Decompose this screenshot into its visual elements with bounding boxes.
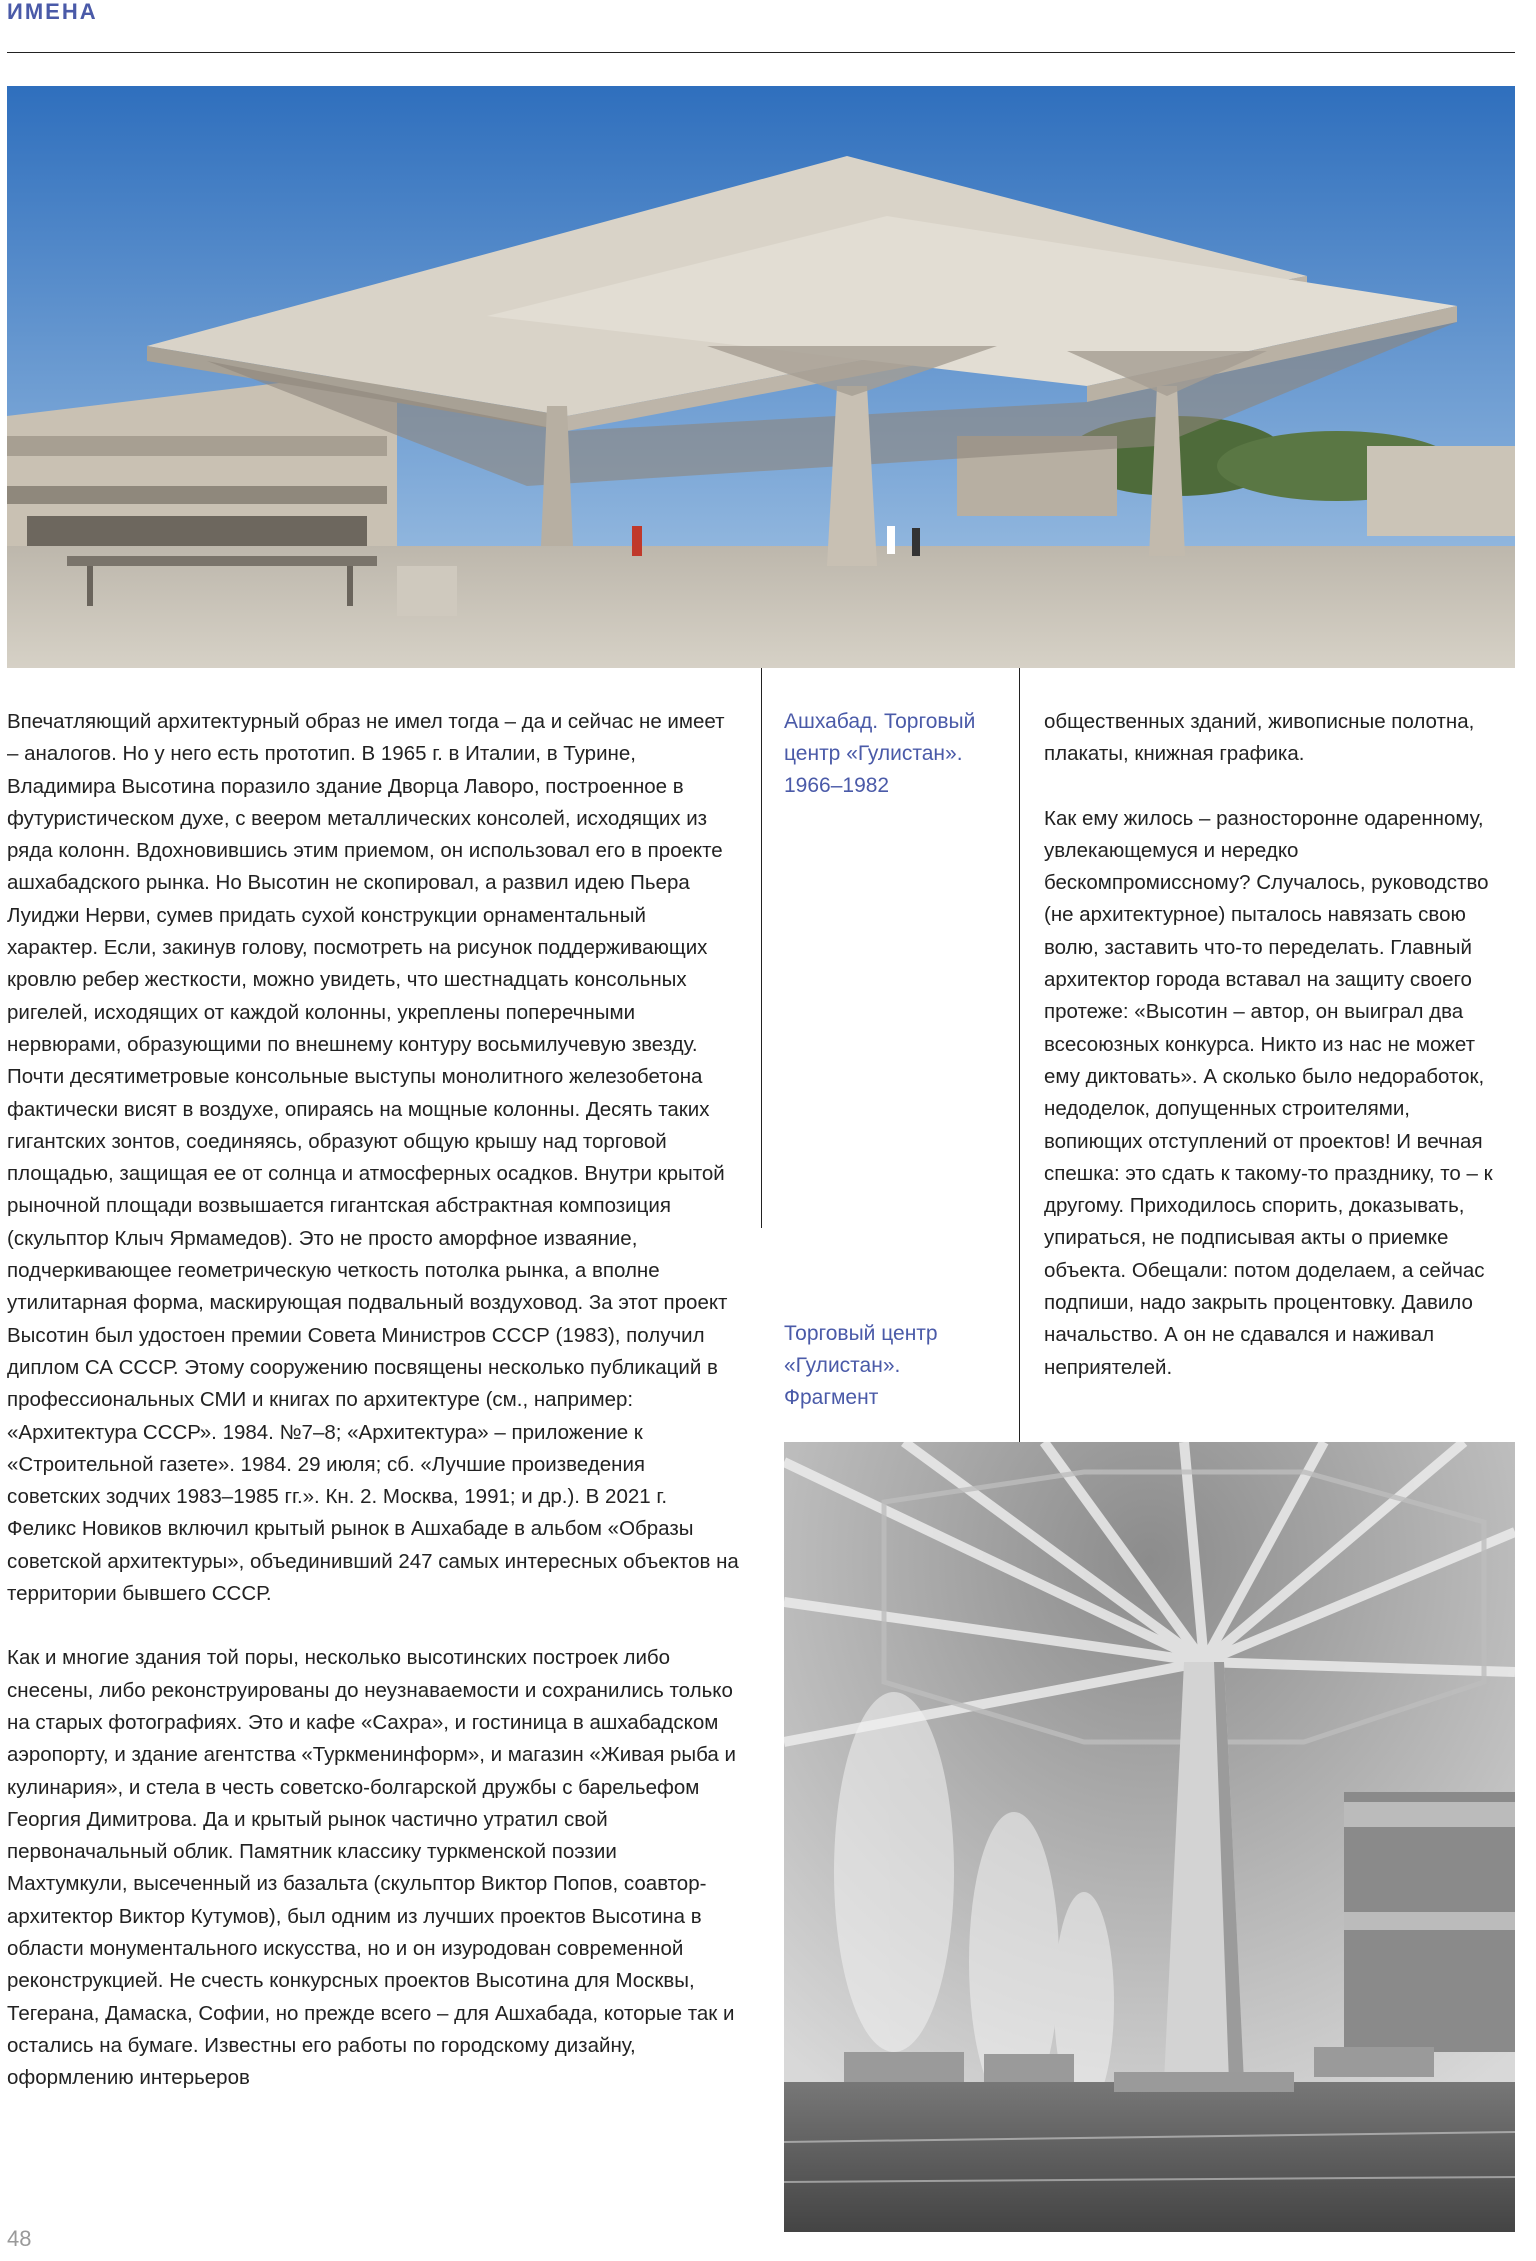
- photo-caption-bottom: Торговый центр «Гулистан». Фрагмент: [784, 1322, 938, 1409]
- column-divider-right: [1019, 668, 1020, 1442]
- article-paragraph: Впечатляющий архитектурный образ не имел тогда – да и сейчас не имеет – аналогов. Но у него есть прототип. В 1965 г. в Италии, в Турине, Владимира Высотина поразило здание Дворца Лаворо, построенное в футуристическом духе, с веером металлических консолей, исходящих из ряда колонн. Вдохновившись этим приемом, он использовал его в проекте ашхабадского рынка. Но Высотин не скопировал, а развил идею Пьера Луиджи Нерви, сумев придать сухой конструкции орнаментальный характер. Если, закинув голову, посмотреть на рисунок поддерживающих кровлю ребер жесткости, можно увидеть, что шестнадцать консольных ригелей, исходящих от каждой колонны, укреплены поперечными нервюрами, образующими по внешнему контуру восьмилучевую звезду. Почти десятиметровые консольные выступы монолитного железобетона фактически висят в воздухе, опираясь на мощные колонны. Десять таких гигантских зонтов, соединяясь, образуют общую крышу над торговой площадью, защищая ее от солнца и атмосферных осадков. Внутри крытой рыночной площади возвышается гигантская абстрактная композиция (скульптор Клыч Ярмамедов). Это не просто аморфное изваяние, подчеркивающее геометрическую четкость потолка рынка, а вполне утилитарная форма, маскирующая подвальный воздуховод. За этот проект Высотин был удостоен премии Совета Министров СССР (1983), получил диплом СА СССР. Этому сооружению посвящены несколько публикаций в профессиональных СМИ и книгах по архитектуре (см., например: «Архитектура СССР». 1984. №7–8; «Архитектура» – приложение к «Строительной газете». 1984. 29 июля; сб. «Лучшие произведения советских зодчих 1983–1985 гг.». Кн. 2. Москва, 1991; и др.). В 2021 г. Феликс Новиков включил крытый рынок в Ашхабаде в альбом «Образы советской архитектуры», объединивший 247 самых интересных объектов на территории бывшего СССР.: [7, 710, 739, 1606]
- photo-market-canopy: [7, 86, 1515, 668]
- photo-canopy-fountain: [784, 1442, 1515, 2232]
- article-paragraph: Как и многие здания той поры, несколько высотинских построек либо снесены, либо реконструированы до неузнаваемости и сохранились только на старых фотографиях. Это и кафе «Сахра», и гостиница в ашхабадском аэропорту, и здание агентства «Туркменинформ», и магазин «Живая рыба и кулинария», и стела в честь советско-болгарской дружбы с барельефом Георгия Димитрова. Да и крытый рынок частично утратил свой первоначальный облик. Памятник классику туркменской поэзии Махтумкули, высеченный из базальта (скульптор Виктор Попов, соавтор-архитектор Виктор Кутумов), был одним из лучших проектов Высотина в области монументального искусства, но и он изуродован современной реконструкцией. Не счесть конкурсных проектов Высотина для Москвы, Тегерана, Дамаска, Софии, но прежде всего – для Ашхабада, которые так и остались на бумаге. Известны его работы по городскому дизайну, оформлению интерьеров: [7, 1646, 736, 2090]
- article-right-column: [1044, 706, 1510, 1384]
- article-paragraph: общественных зданий, живописные полотна, плакаты, книжная графика.: [1044, 710, 1475, 766]
- section-label: ИМЕНА: [7, 0, 98, 24]
- column-divider-left: [761, 668, 762, 1228]
- article-left-column: [7, 706, 739, 2094]
- top-rule: [7, 52, 1515, 53]
- article-paragraph: Как ему жилось – разностороннe одаренному, увлекающемуся и нередко бескомпромиссному? Случалось, руководство (не архитектурное) пыталось навязать свою волю, заставить что-то переделать. Главный архитектор города вставал на защиту своего протеже: «Высотин – автор, он выиграл два всесоюзных конкурса. Никто из нас не может ему диктовать». А сколько было недоработок, недоделок, допущенных строителями, вопиющих отступлений от проектов! И вечная спешка: это сдать к такому-то празднику, то – к другому. Приходилось спорить, доказывать, упираться, не подписывая акты о приемке объекта. Обещали: потом доделаем, а сейчас подпиши, надо закрыть процентовку. Давило начальство. А он не сдавался и наживал неприятелей.: [1044, 806, 1493, 1379]
- page-number: 48: [7, 2226, 32, 2251]
- photo-caption-top: Ашхабад. Торговый центр «Гулистан». 1966–1982: [784, 710, 976, 797]
